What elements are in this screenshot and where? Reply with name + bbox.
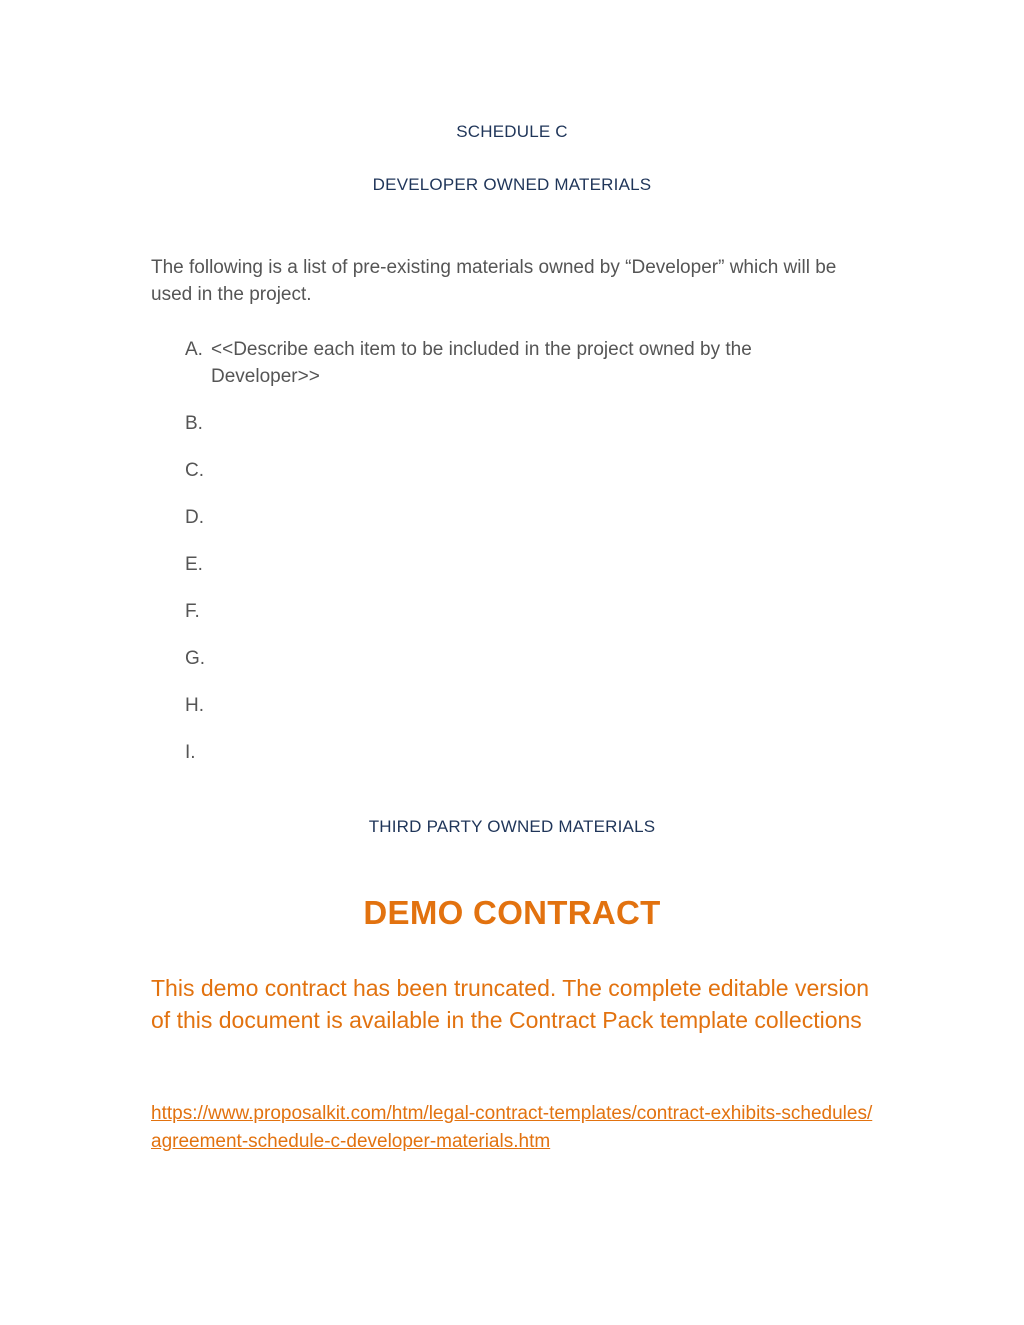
contract-pack-link[interactable]: https://www.proposalkit.com/htm/legal-contract-templates/contract-exhibits-schedules/agreement-schedule-c-developer-materials.htm (151, 1103, 873, 1152)
list-item-text (211, 410, 865, 437)
list-item-text (211, 598, 865, 625)
list-item (185, 739, 865, 766)
list-marker: E. (185, 554, 203, 575)
materials-list (185, 336, 865, 786)
list-marker: B. (185, 413, 203, 434)
list-marker: C. (185, 460, 204, 481)
list-item (185, 457, 865, 484)
demo-contract-title: DEMO CONTRACT (363, 894, 661, 931)
list-marker: D. (185, 507, 204, 528)
list-item (185, 504, 865, 531)
list-item-text (211, 692, 865, 719)
list-marker: A. (185, 339, 203, 360)
list-item (185, 598, 865, 625)
section-heading-third-party-materials: THIRD PARTY OWNED MATERIALS (368, 817, 656, 836)
list-marker: H. (185, 695, 204, 716)
list-item (185, 692, 865, 719)
list-item-text (211, 645, 865, 672)
list-item-text (211, 457, 865, 484)
schedule-title: SCHEDULE C (456, 122, 568, 141)
demo-truncation-notice: This demo contract has been truncated. The complete editable version of this document is available in the Contract Pack template collections (151, 975, 870, 1033)
list-item-text (211, 551, 865, 578)
list-marker: G. (185, 648, 206, 669)
list-item (185, 645, 865, 672)
section-heading-developer-materials: DEVELOPER OWNED MATERIALS (372, 175, 652, 194)
list-item-text (211, 739, 865, 766)
list-item (185, 551, 865, 578)
list-marker: F. (185, 601, 200, 622)
list-item (185, 336, 865, 390)
list-marker: I. (185, 742, 196, 763)
list-item (185, 410, 865, 437)
intro-paragraph: The following is a list of pre-existing materials owned by “Developer” which will be used in the project. (151, 257, 837, 305)
list-item-text: <<Describe each item to be included in the project owned by the Developer>> (211, 339, 752, 387)
list-item-text (211, 504, 865, 531)
